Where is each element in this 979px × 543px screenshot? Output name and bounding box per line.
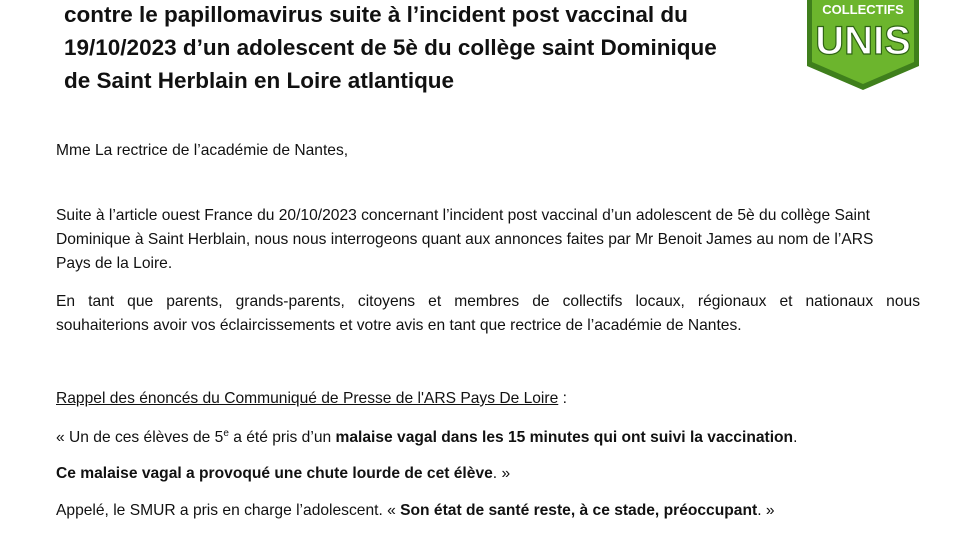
collectifs-unis-logo xyxy=(803,0,923,92)
paragraph-1-line-1: Suite à l’article ouest France du 20/10/2023 concernant l’incident post vaccinal d’un adolescent de 5è du collège Saint xyxy=(56,207,871,224)
press-release-heading-text: Rappel des énoncés du Communiqué de Presse de l'ARS Pays De Loire xyxy=(56,390,559,407)
document-title xyxy=(64,0,764,97)
logo-top-text: COLLECTIFS xyxy=(822,2,904,17)
press-release-heading xyxy=(56,387,920,411)
paragraph-2 xyxy=(56,290,920,338)
title-line-1: contre le papillomavirus suite à l’incident post vaccinal du xyxy=(64,2,688,27)
quote-3-bold: Son état de santé reste, à ce stade, préoccupant xyxy=(400,502,758,519)
quote-1-middle: a été pris d’un xyxy=(228,429,336,446)
title-line-3: de Saint Herblain en Loire atlantique xyxy=(64,68,455,93)
quote-2-end: . » xyxy=(492,465,511,482)
quote-3-start: Appelé, le SMUR a pris en charge l’adolescent. « xyxy=(56,502,401,519)
quote-3-end: . » xyxy=(757,502,775,519)
paragraph-1 xyxy=(56,204,924,276)
quote-1-end: . xyxy=(793,429,798,446)
quote-2-bold: Ce malaise vagal a provoqué une chute lourde de cet élève xyxy=(56,465,493,482)
quote-1-superscript: e xyxy=(223,427,229,439)
title-line-2: 19/10/2023 d’un adolescent de 5è du collège saint Dominique xyxy=(64,35,717,60)
quote-2 xyxy=(56,462,920,486)
paragraph-2-line-1: En tant que parents, grands-parents, citoyens et membres de collectifs locaux, régionaux et nationaux nous xyxy=(56,293,920,310)
logo-main-text: UNIS xyxy=(815,19,911,63)
quote-1-start: « Un de ces élèves de 5 xyxy=(56,429,224,446)
paragraph-1-line-3: Pays de la Loire. xyxy=(56,255,173,272)
quote-1 xyxy=(56,426,920,450)
quote-3 xyxy=(56,499,920,523)
quote-1-bold: malaise vagal dans les 15 minutes qui ont suivi la vaccination xyxy=(335,429,794,446)
paragraph-2-line-2: souhaiterions avoir vos éclaircissements et votre avis en tant que rectrice de l’académie de Nantes. xyxy=(56,317,742,334)
salutation: Mme La rectrice de l’académie de Nantes, xyxy=(56,142,349,159)
press-release-heading-suffix: : xyxy=(558,390,567,407)
paragraph-1-line-2: Dominique à Saint Herblain, nous nous interrogeons quant aux annonces faites par Mr Benoit James au nom de l’ARS xyxy=(56,231,874,248)
